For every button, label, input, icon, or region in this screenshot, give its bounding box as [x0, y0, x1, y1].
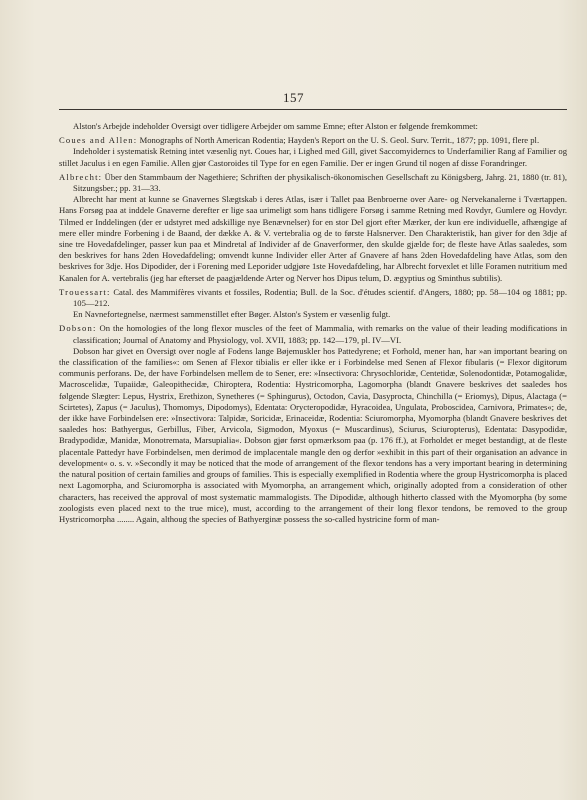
- entry-commentary: En Navnefortegnelse, nærmest sammenstillet efter Bøger. Alston's System er væsenlig fulgt.: [73, 309, 391, 320]
- entry-author: Albrecht:: [59, 171, 103, 182]
- reference-line: [59, 135, 567, 146]
- entry-citation: On the homologies of the long flexor muscles of the feet of Mammalia, with remarks on the value of their leading modifications in classification; Journal of Anatomy and Physiology, vol. XVII, 1883; pp. 142—179, pl. IV—VI.: [73, 323, 567, 345]
- header-rule: [59, 109, 567, 110]
- page-number: 157: [283, 90, 304, 105]
- reference-line: [59, 172, 567, 194]
- entry-citation: Catal. des Mammifères vivants et fossiles, Rodentia; Bull. de la Soc. d'études scientif. d'Angers, 1880; pp. 58—104 og 1881; pp. 105—212.: [73, 286, 567, 309]
- entry-author: Dobson:: [59, 323, 97, 334]
- intro-paragraph: Alston's Arbejde indeholder Oversigt over tidligere Arbejder om samme Emne; efter Alston er følgende fremkommet:: [73, 121, 478, 131]
- entry-author: Coues and Allen:: [59, 135, 138, 146]
- entry-commentary: Indeholder i systematisk Retning intet væsenlig nyt. Coues har, i Lighed med Gill, givet Saccomyiderncs to Underfamilier Rang af Familier og stillet Jaculus i en egen Familie. Allen gjør Castoroides til Type for en egen Familie. Der er ingen Grund til nogen af disse Forandringer.: [59, 146, 567, 168]
- bibliography-entry-dobson: [59, 323, 567, 525]
- entry-author: Trouessart:: [59, 286, 111, 297]
- bibliography-entry-albrecht: [59, 172, 567, 284]
- reference-line: [59, 287, 567, 309]
- bibliography-entry-coues-allen: [59, 135, 567, 169]
- entry-commentary: Dobson har givet en Oversigt over nogle af Fodens lange Bøjemuskler hos Pattedyrene; et Forhold, mener han, har »an important bearing on the classification of the families«: om Senen af Flexor tibialis er eller ikke er i Forbindelse med Senen af Flexor fibularis (= Flexor digitorum communis perforans. De, der have Forbindelsen mellem de to Sener, ere: »Insectivora: Chrysochloridæ, Centetidæ, Solenodontidæ, Potamogalidæ, Macroscelidæ, Tupaiidæ, Galeopithecidæ, Chiroptera, Rodentia: Hystricomorpha, Lagomorpha (blandt Gnavere beskrives det saaledes hos følgende Slægter: Lepus, Hystrix, Erethizon, Synetheres (= Sphingurus), Octodon, Cavia, Dasyprocta, Chinchilla (= Eriomys), Dipus, Alactaga (= Scirtetes), Zapus (= Jaculus), Thomomys, Dipodomys), Edentata: Orycteropodidæ, Hyracoidea, Ungulata, Proboscidea, Carnivora, Primates«; de, der ikke have Forbindelsen ere: »Insectivora: Talpidæ, Soricidæ, Erinaceidæ, Rodentia: Sciuromorpha, Myomorpha (blandt Gnavere beskrives det saaledes hos: Bathyergus, Gerbillus, Fiber, Arvicola, Sigmodon, Myoxus (= Muscardinus), Sciurus, Sciuropterus), Edentata: Dasypodidæ, Bradypodidæ, Manidæ, Monotremata, Marsupialia«. Dobson gjør først opmærksom paa (p. 176 ff.), at Forholdet er meget bestandigt, at de fleste placentale Pattedyr have Forbindelsen, men derimod de implacentale mangle den og derfor »exhibit in this part of their organisation an advance in development« o. s. v. »Secondly it may be noticed that the mode of arrangement of the flexor tendons has a very important bearing in determining the natural position of certain families and groups of families. This is especially exemplified in Rodentia where the group Hystricomorpha is placed next Lagomorpha, and Sciuromorpha is associated with Myomorpha, an arrangement which, originally adopted from a consideration of other characters, has received the approval of most systematic mammalogists. The Dipodidæ, although hitherto classed with the Myomorpha (by some zoologists even placed next to the true mice), must, according to the arrangement of their long flexor tendons, be removed to the group Hystricomorpha ........ Again, althoug the species of Bathyerginæ possess the so-called hystricine form of man-: [59, 345, 567, 524]
- entry-citation: Monographs of North American Rodentia; Hayden's Report on the U. S. Geol. Surv. Territ., 1877; pp. 1091, flere pl.: [139, 135, 540, 146]
- entry-citation: Über den Stammbaum der Nagethiere; Schriften der physikalisch-ökonomischen Gesellschaft zu Königsberg, Jahrg. 21, 1880 (tr. 81), Sitzungsber.; pp. 31—33.: [73, 171, 567, 194]
- reference-line: [59, 323, 567, 345]
- body-text: [59, 121, 567, 528]
- entry-commentary: Albrecht har ment at kunne se Gnavernes Slægtskab i deres Atlas, især i Tallet paa Benbroerne over Aare- og Nervekanalerne i Tværtappen. Hans Forsøg paa at inddele Gnaverne derefter er lige saa urimeligt som hans tidligere Forsøg i samme Retning med Rovdyr, Gumlere og Hovdyr. Tilmed er Inddelingen (der er udstyret med adskillige nye Benævnelser) for en stor Del gjort efter Mærker, der kun ere individuelle, afhængige af mere eller mindre Forbening i de Baand, der dække A. & V. vertebralia og de to første Halsnerver. Den Charakteristik, han giver for den 3dje af sine tre Hovedafdelinger, passer kun paa et Mindretal af Individer af de Gnaverformer, den skulde gjælde for; de fleste have Atlas saaledes, som den beskrives for hans 2den Hovedafdeling; omvendt kunne Individer eller Arter af Gnavere af hans 2den Hovedafdeling have Atlas, som den beskrives for 3dje. Hos Dipodider, der i Forening med Leporider udgjøre 1ste Hovedafdeling, har Albrecht forvexlet et lille Foramen nutritium med Kanalen for A. vertebralis (jeg har efterset de paagjældende Arter og Nerver hos Dipus telum, D. ægyptius og Sminthus subtilis).: [59, 194, 567, 283]
- bibliography-entry-trouessart: [59, 287, 567, 321]
